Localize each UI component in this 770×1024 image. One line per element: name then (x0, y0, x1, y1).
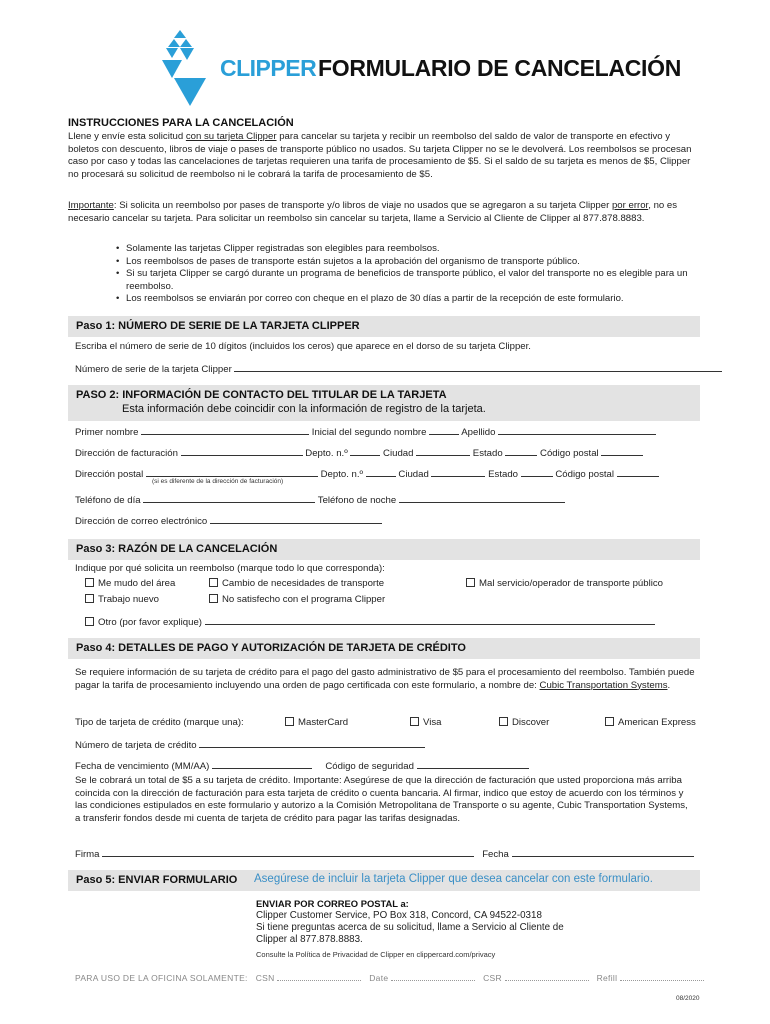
bullet-item: • Si su tarjeta Clipper se cargó durante un programa de beneficios de transporte público, el valor del transporte no es elegible para un reembolso. (116, 268, 700, 293)
step5-bar (68, 870, 700, 891)
billing-zip-field[interactable] (601, 446, 643, 456)
billing-apt-field[interactable] (350, 446, 380, 456)
mailing-address-row: Dirección postal Depto. n.º Ciudad Estado Código postal (75, 467, 659, 480)
instructions-heading: INSTRUCCIONES PARA LA CANCELACIÓN (68, 117, 294, 129)
step4-bar (68, 638, 700, 659)
billing-address-field[interactable] (181, 446, 303, 456)
checkbox[interactable] (209, 578, 218, 587)
reason-service[interactable]: Mal servicio/operador de transporte público (466, 578, 663, 589)
email-row: Dirección de correo electrónico (75, 514, 382, 527)
mail-heading: ENVIAR POR CORREO POSTAL a: (256, 898, 409, 909)
bullet-item: • Solamente las tarjetas Clipper registradas son elegibles para reembolsos. (116, 243, 700, 256)
reason-needs[interactable]: Cambio de necesidades de transporte (209, 578, 384, 589)
mail-address: Clipper Customer Service, PO Box 318, Concord, CA 94522-0318 (256, 910, 542, 921)
checkbox[interactable] (410, 717, 419, 726)
instructions-paragraph-2: Importante: Si solicita un reembolso por pases de transporte y/o libros de viaje no usados que se agregaron a su tarjeta Clipper por error, no es necesario cancelar su tarjeta. Para solicitar un reembolso sin cancelar su tarjeta, llame a Servicio al Cliente de Clipper al 877.878.8883. (68, 200, 678, 224)
serial-number-row: Número de serie de la tarjeta Clipper (75, 362, 722, 375)
card-number-row: Número de tarjeta de crédito (75, 738, 425, 751)
name-row: Primer nombre Inicial del segundo nombre Apellido (75, 425, 656, 438)
card-amex[interactable]: American Express (605, 717, 696, 728)
office-date-field (391, 972, 475, 981)
signature-field[interactable] (102, 847, 474, 857)
signature-row: Firma Fecha (75, 847, 694, 860)
expiry-row: Fecha de vencimiento (MM/AA) Código de seguridad (75, 759, 529, 772)
billing-state-field[interactable] (505, 446, 537, 456)
step3-title: Paso 3: RAZÓN DE LA CANCELACIÓN (76, 543, 278, 555)
instructions-paragraph-1: Llene y envíe esta solicitud con su tarjeta Clipper para cancelar su tarjeta y recibir un reembolso del saldo de valor de transporte en efectivo y boletos con descuento, libros de viaje o pases de transporte público no usados. Su tarjeta Clipper no se le devolverá. Los reembolsos se procesan caso por caso y todas las cancelaciones de tarjetas requieren una tarifa de procesamiento de $5. Si el saldo de su tarjeta es menos de $5, Clipper no procesará su solicitud de reembolso ni le cobrará la tarifa de procesamiento de $5. (68, 131, 692, 180)
privacy-text: Consulte la Política de Privacidad de Clipper en clippercard.com/privacy (256, 950, 496, 959)
office-refill-field (620, 972, 704, 981)
step2-bar (68, 385, 700, 421)
reason-other[interactable]: Otro (por favor explique) (85, 615, 655, 628)
clipper-logo-icon (160, 30, 220, 110)
mailing-state-field[interactable] (521, 467, 553, 477)
billing-city-field[interactable] (416, 446, 470, 456)
instructions-bullets (116, 243, 700, 306)
step2-title: PASO 2: INFORMACIÓN DE CONTACTO DEL TITULAR DE LA TARJETA (76, 389, 447, 401)
step1-bar (68, 316, 700, 337)
mailing-note: (si es diferente de la dirección de facturación) (152, 478, 284, 485)
step5-note: Asegúrese de incluir la tarjeta Clipper que desea cancelar con este formulario. (254, 873, 653, 885)
checkbox[interactable] (85, 578, 94, 587)
middle-initial-field[interactable] (429, 425, 459, 435)
phone-row: Teléfono de día Teléfono de noche (75, 493, 565, 506)
office-csn-field (277, 972, 361, 981)
expiry-field[interactable] (212, 759, 312, 769)
billing-address-row: Dirección de facturación Depto. n.º Ciudad Estado Código postal (75, 446, 643, 459)
bullet-item: • Los reembolsos de pases de transporte están sujetos a la aprobación del organismo de transporte público. (116, 256, 700, 269)
checkbox[interactable] (285, 717, 294, 726)
card-visa[interactable]: Visa (410, 717, 442, 728)
step1-title: Paso 1: NÚMERO DE SERIE DE LA TARJETA CLIPPER (76, 320, 360, 332)
serial-number-field[interactable] (234, 362, 722, 372)
step4-desc: Se requiere información de su tarjeta de crédito para el pago del gasto administrativo de $5 para el procesamiento del reembolso. También puede pagar la tarifa de procesamiento incluyendo una orden de pago certificada con este formulario, a nombre de: Cubic Transportation Systems. (75, 667, 695, 691)
brand-name: CLIPPER (220, 55, 317, 81)
last-name-field[interactable] (498, 425, 656, 435)
other-reason-field[interactable] (205, 615, 655, 625)
card-type-label: Tipo de tarjeta de crédito (marque una): (75, 717, 244, 728)
mailing-address-field[interactable] (146, 467, 318, 477)
office-use-row: PARA USO DE LA OFICINA SOLAMENTE: CSN Date CSR Refill (75, 972, 704, 983)
authorization-text: Se le cobrará un total de $5 a su tarjeta de crédito. Importante: Asegúrese de que la dirección de facturación que usted proporciona más arriba coincida con la dirección de facturación para esta tarjeta de crédito o cuenta bancaria. Al firmar, indico que estoy de acuerdo con los términos y las condiciones estipulados en este formulario y autorizo a la Comisión Metropolitana de Transporte o su agente, Cubic Transportation Systems, a transferir fondos desde mi cuenta de tarjeta de crédito para pagar las tarifas designadas. (75, 775, 688, 824)
bullet-item: • Los reembolsos se enviarán por correo con cheque en el plazo de 30 días a partir de la recepción de este formulario. (116, 293, 700, 306)
email-field[interactable] (210, 514, 382, 524)
mailing-apt-field[interactable] (366, 467, 396, 477)
first-name-field[interactable] (141, 425, 309, 435)
step2-subtitle: Esta información debe coincidir con la información de registro de la tarjeta. (122, 403, 486, 415)
checkbox[interactable] (605, 717, 614, 726)
card-discover[interactable]: Discover (499, 717, 549, 728)
mailing-zip-field[interactable] (617, 467, 659, 477)
step3-bar (68, 539, 700, 560)
card-mastercard[interactable]: MasterCard (285, 717, 348, 728)
checkbox[interactable] (209, 594, 218, 603)
form-title: FORMULARIO DE CANCELACIÓN (318, 55, 682, 81)
step1-desc: Escriba el número de serie de 10 dígitos (incluidos los ceros) que aparece en el dorso de su tarjeta Clipper. (75, 341, 531, 352)
reason-unsatisfied[interactable]: No satisfecho con el programa Clipper (209, 594, 385, 605)
step5-title: Paso 5: ENVIAR FORMULARIO (76, 874, 238, 886)
day-phone-field[interactable] (143, 493, 315, 503)
reason-moved[interactable]: Me mudo del área (85, 578, 175, 589)
office-csr-field (505, 972, 589, 981)
night-phone-field[interactable] (399, 493, 565, 503)
security-code-field[interactable] (417, 759, 529, 769)
checkbox[interactable] (85, 617, 94, 626)
questions-text: Si tiene preguntas acerca de su solicitud, llame a Servicio al Cliente de Clipper al 877.878.8883. (256, 922, 564, 945)
reason-job[interactable]: Trabajo nuevo (85, 594, 159, 605)
step4-title: Paso 4: DETALLES DE PAGO Y AUTORIZACIÓN DE TARJETA DE CRÉDITO (76, 642, 466, 654)
form-version: 08/2020 (676, 995, 700, 1002)
card-number-field[interactable] (199, 738, 425, 748)
checkbox[interactable] (466, 578, 475, 587)
mailing-city-field[interactable] (431, 467, 485, 477)
checkbox[interactable] (85, 594, 94, 603)
step3-desc: Indique por qué solicita un reembolso (marque todo lo que corresponda): (75, 563, 385, 574)
checkbox[interactable] (499, 717, 508, 726)
date-field[interactable] (512, 847, 694, 857)
